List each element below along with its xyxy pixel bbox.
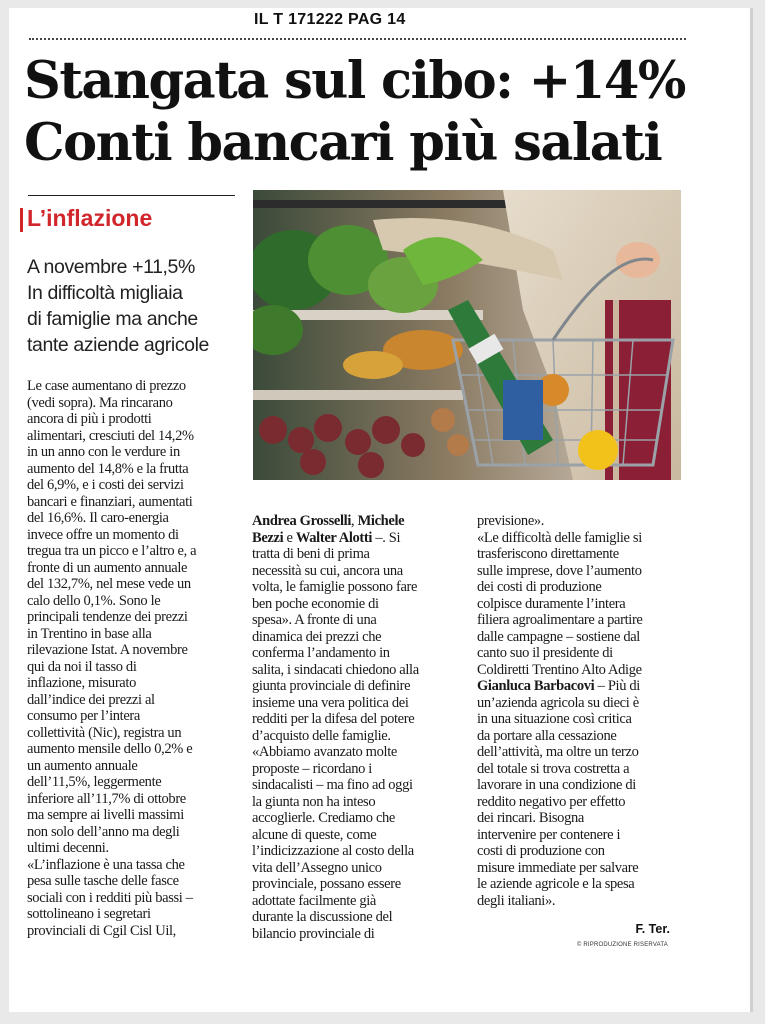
body-line: d’acquisto delle famiglie. bbox=[252, 727, 391, 744]
body-line: vita dell’Assegno unico bbox=[252, 859, 382, 876]
body-line: non solo dell’anno ma degli bbox=[27, 823, 180, 840]
body-line: dinamica dei prezzi che bbox=[252, 628, 382, 645]
body-line: costi di produzione con bbox=[477, 843, 605, 859]
body-line: qui da noi il tasso di bbox=[27, 658, 137, 675]
body-line: degli italiani». bbox=[477, 892, 556, 909]
body-line: l’indicizzazione al costo della bbox=[252, 843, 414, 859]
body-line: dei rincari. Bisogna bbox=[477, 810, 584, 826]
body-line: salita, i sindacati chiedono alla bbox=[252, 661, 419, 678]
text-fragment: – Più di bbox=[594, 678, 640, 694]
body-line: previsione». bbox=[477, 513, 545, 529]
body-line: «Le difficoltà delle famiglie si bbox=[477, 529, 642, 546]
article-column-3 bbox=[477, 513, 702, 909]
body-line: inflazione, misurato bbox=[27, 675, 136, 691]
body-line: insieme una vera politica dei bbox=[252, 694, 409, 711]
body-line: provinciale, possano essere bbox=[252, 876, 401, 892]
body-line: intervenire per contenere i bbox=[477, 826, 621, 843]
body-line: adottate facilmente già bbox=[252, 892, 376, 909]
body-line: ancora di più i prodotti bbox=[27, 411, 152, 427]
body-line: principali tendenze dei prezzi bbox=[27, 609, 188, 625]
body-line: tratta di beni di prima bbox=[252, 546, 370, 562]
body-line: sindacalisti – ma fino ad oggi bbox=[252, 777, 413, 793]
body-line bbox=[252, 530, 467, 547]
section-divider bbox=[28, 195, 235, 196]
body-line: alcune di queste, come bbox=[252, 826, 377, 843]
body-line: alimentari, cresciuti del 14,2% bbox=[27, 427, 194, 444]
grocery-shopping-photo bbox=[253, 190, 681, 480]
body-line: pesa sulle tasche delle fasce bbox=[27, 873, 179, 889]
body-line: dell’11,5%, leggermente bbox=[27, 774, 162, 790]
body-line: un aumento annuale bbox=[27, 757, 138, 774]
person-name: Andrea Grosselli bbox=[252, 513, 351, 529]
section-label: L’inflazione bbox=[27, 205, 153, 231]
header-divider bbox=[29, 38, 686, 40]
subhead-line: A novembre +11,5% bbox=[27, 256, 195, 278]
body-line: bancari e finanziari, aumentati bbox=[27, 493, 193, 510]
body-line: del totale si trova costretta a bbox=[477, 760, 630, 777]
body-line: tregua tra un picco e l’altro e, a bbox=[27, 543, 197, 559]
body-line: dell’attività, ma oltre un terzo bbox=[477, 744, 639, 760]
body-line: filiera agroalimentare a partire bbox=[477, 612, 643, 628]
body-line: aumento del 14,8% e la frutta bbox=[27, 460, 189, 477]
body-line: provinciali di Cgil Cisl Uil, bbox=[27, 922, 176, 939]
body-line: dalle campagne – sostiene dal bbox=[477, 628, 640, 645]
body-line: consumo per l’intera bbox=[27, 708, 140, 724]
body-line: (vedi sopra). Ma rincarano bbox=[27, 394, 173, 411]
body-line: volta, le famiglie possono fare bbox=[252, 579, 418, 595]
body-line: in Trentino in base alla bbox=[27, 625, 152, 642]
body-line: un’azienda agricola su dieci è bbox=[477, 694, 639, 711]
body-line: Coldiretti Trentino Alto Adige bbox=[477, 661, 642, 678]
person-name: Bezzi bbox=[252, 529, 284, 546]
subhead-line: In difficoltà migliaia bbox=[27, 282, 183, 304]
body-line: lavorare in una condizione di bbox=[477, 777, 636, 793]
body-line: inferiore all’11,7% di ottobre bbox=[27, 790, 186, 807]
headline bbox=[24, 50, 714, 174]
person-name: Michele bbox=[357, 513, 405, 529]
body-line: in un anno con le verdure in bbox=[27, 444, 180, 460]
body-line: Le case aumentano di prezzo bbox=[27, 378, 186, 394]
subhead-line: tante aziende agricole bbox=[27, 334, 210, 356]
body-line: del 16,6%. Il caro-energia bbox=[27, 510, 169, 526]
body-line: sottolineano i segretari bbox=[27, 906, 151, 922]
body-line: aumento mensile dello 0,2% e bbox=[27, 741, 193, 757]
body-line: ben poche economie di bbox=[252, 595, 379, 612]
subhead-line: di famiglie ma anche bbox=[27, 308, 198, 330]
body-line: spesa». A fronte di una bbox=[252, 612, 377, 628]
subheadline bbox=[27, 254, 247, 358]
body-line: sulle imprese, dove l’aumento bbox=[477, 562, 642, 579]
body-line: rilevazione Istat. A novembre bbox=[27, 642, 188, 658]
body-line: del 132,7%, nel mese vede un bbox=[27, 576, 191, 592]
body-line bbox=[477, 678, 702, 695]
body-line: trasferiscono direttamente bbox=[477, 546, 619, 562]
body-line: durante la discussione del bbox=[252, 909, 393, 925]
author-byline: F. Ter. bbox=[635, 922, 670, 936]
person-name: Walter Alotti bbox=[295, 529, 373, 546]
text-fragment: e bbox=[283, 529, 296, 546]
headline-line-1: Stangata sul cibo: +14% bbox=[24, 51, 685, 111]
body-line: «L’inflazione è una tassa che bbox=[27, 856, 185, 873]
body-line: del 6,9%, e i costi dei servizi bbox=[27, 477, 184, 493]
body-line: fronte di un aumento annuale bbox=[27, 559, 188, 576]
body-line: accoglierle. Crediamo che bbox=[252, 810, 396, 826]
body-line: collettività (Nic), registra un bbox=[27, 724, 182, 741]
body-line: misure immediate per salvare bbox=[477, 859, 639, 876]
body-line: da portare alla cessazione bbox=[477, 727, 617, 744]
body-line: le aziende agricole e la spesa bbox=[477, 876, 635, 892]
text-fragment: , bbox=[351, 513, 358, 529]
article-column-2 bbox=[252, 513, 467, 942]
body-line: reddito negativo per effetto bbox=[477, 793, 626, 810]
body-line: canto suo il presidente di bbox=[477, 645, 613, 661]
body-line: calo dello 0,1%. Sono le bbox=[27, 592, 161, 609]
article-column-1 bbox=[27, 378, 247, 939]
body-line: colpisce duramente l’intera bbox=[477, 595, 626, 612]
body-line: giunta provinciale di definire bbox=[252, 678, 411, 694]
body-line: redditi per la difesa del potere bbox=[252, 711, 415, 727]
body-line: dall’indice dei prezzi al bbox=[27, 691, 155, 708]
person-name: Gianluca Barbacovi bbox=[477, 678, 595, 694]
body-line: ma sempre ai livelli massimi bbox=[27, 807, 184, 823]
body-line: ultimi decenni. bbox=[27, 840, 109, 856]
body-line: proposte – ricordano i bbox=[252, 760, 372, 777]
newspaper-page bbox=[9, 8, 753, 1012]
body-line: conferma l’andamento in bbox=[252, 645, 390, 661]
body-line: bilancio provinciale di bbox=[252, 925, 375, 942]
body-line: in una situazione così critica bbox=[477, 711, 632, 727]
body-line: sociali con i redditi più bassi – bbox=[27, 889, 193, 906]
body-line bbox=[252, 513, 467, 530]
headline-line-2: Conti bancari più salati bbox=[24, 113, 662, 173]
body-line: invece offre un momento di bbox=[27, 526, 179, 543]
body-line: dei costi di produzione bbox=[477, 579, 602, 595]
body-line: la giunta non ha inteso bbox=[252, 793, 376, 810]
body-line: «Abbiamo avanzato molte bbox=[252, 744, 397, 760]
text-fragment: –. Si bbox=[372, 529, 401, 546]
copyright-notice: © RIPRODUZIONE RISERVATA bbox=[576, 942, 668, 948]
body-line: necessità su cui, ancora una bbox=[252, 562, 403, 579]
page-reference: IL T 171222 PAG 14 bbox=[254, 11, 406, 28]
